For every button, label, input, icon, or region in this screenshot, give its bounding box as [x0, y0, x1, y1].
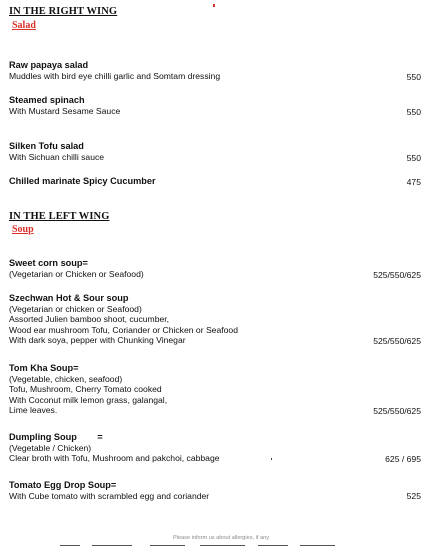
- item-price: 550: [406, 153, 421, 163]
- item-price: 525: [406, 491, 421, 501]
- red-speck: [213, 4, 215, 7]
- item-description: Tofu, Mushroom, Cherry Tomato cooked: [9, 384, 162, 395]
- item-description: Muddles with bird eye chilli garlic and Somtam dressing: [9, 71, 221, 81]
- menu-item: [9, 60, 421, 81]
- item-description: (Vegetarian or Chicken or Seafood): [9, 269, 144, 279]
- right-wing-title: IN THE RIGHT WING: [9, 6, 118, 17]
- cut-off-footer-line: [258, 545, 288, 546]
- menu-item: [9, 363, 421, 416]
- item-description: Clear broth with Tofu, Mushroom and pakchoi, cabbage: [9, 453, 220, 464]
- item-price: 525/550/625: [373, 406, 421, 416]
- menu-item: [9, 432, 421, 464]
- item-price: 475: [406, 177, 421, 187]
- item-name: Dumpling Soup =: [9, 432, 103, 442]
- item-description: Wood ear mushroom Tofu, Coriander or Chicken or Seafood: [9, 324, 238, 335]
- item-description: With Sichuan chilli sauce: [9, 152, 105, 162]
- item-description: (Vegetable, chicken, seafood): [9, 374, 123, 384]
- menu-item: [9, 480, 421, 501]
- cut-off-footer-line: [200, 545, 245, 546]
- item-description: With Cube tomato with scrambled egg and coriander: [9, 491, 210, 501]
- item-price: 550: [406, 107, 421, 117]
- menu-item: [9, 293, 421, 346]
- item-price: 525/550/625: [373, 336, 421, 346]
- item-price: 625 / 695: [385, 454, 421, 464]
- item-name: Silken Tofu salad: [9, 141, 84, 151]
- cut-off-footer-line: [60, 545, 80, 546]
- item-name: Chilled marinate Spicy Cucumber: [9, 176, 156, 186]
- menu-item: [9, 176, 421, 187]
- item-description: Lime leaves.: [9, 405, 58, 416]
- item-description: With Coconut milk lemon grass, galangal,: [9, 394, 168, 405]
- item-description: With dark soya, pepper with Chunking Vinegar: [9, 335, 186, 346]
- item-price: 550: [406, 72, 421, 82]
- cut-off-footer-line: [92, 545, 132, 546]
- cut-off-footer-line: [300, 545, 335, 546]
- menu-item: [9, 258, 421, 279]
- item-name: Steamed spinach: [9, 95, 85, 105]
- cut-off-footer-line: [150, 545, 185, 546]
- item-name: Szechwan Hot & Sour soup: [9, 293, 129, 303]
- item-name: Tom Kha Soup=: [9, 363, 79, 373]
- left-wing-subtitle: Soup: [12, 224, 34, 235]
- allergy-note: Please inform us about allergies, if any: [172, 535, 270, 541]
- item-price: 525/550/625: [373, 270, 421, 280]
- item-name: Sweet corn soup=: [9, 258, 88, 268]
- item-description: Assorted Julien bamboo shoot, cucumber,: [9, 314, 170, 325]
- stray-mark: [271, 458, 272, 460]
- item-name: Tomato Egg Drop Soup=: [9, 480, 117, 490]
- left-wing-title: IN THE LEFT WING: [9, 211, 110, 222]
- item-description: With Mustard Sesame Sauce: [9, 106, 121, 116]
- menu-item: [9, 141, 421, 162]
- item-description: (Vegetable / Chicken): [9, 443, 92, 453]
- menu-item: [9, 95, 421, 116]
- item-name: Raw papaya salad: [9, 60, 89, 70]
- item-description: (Vegetarian or chicken or Seafood): [9, 304, 142, 314]
- right-wing-subtitle: Salad: [12, 20, 36, 31]
